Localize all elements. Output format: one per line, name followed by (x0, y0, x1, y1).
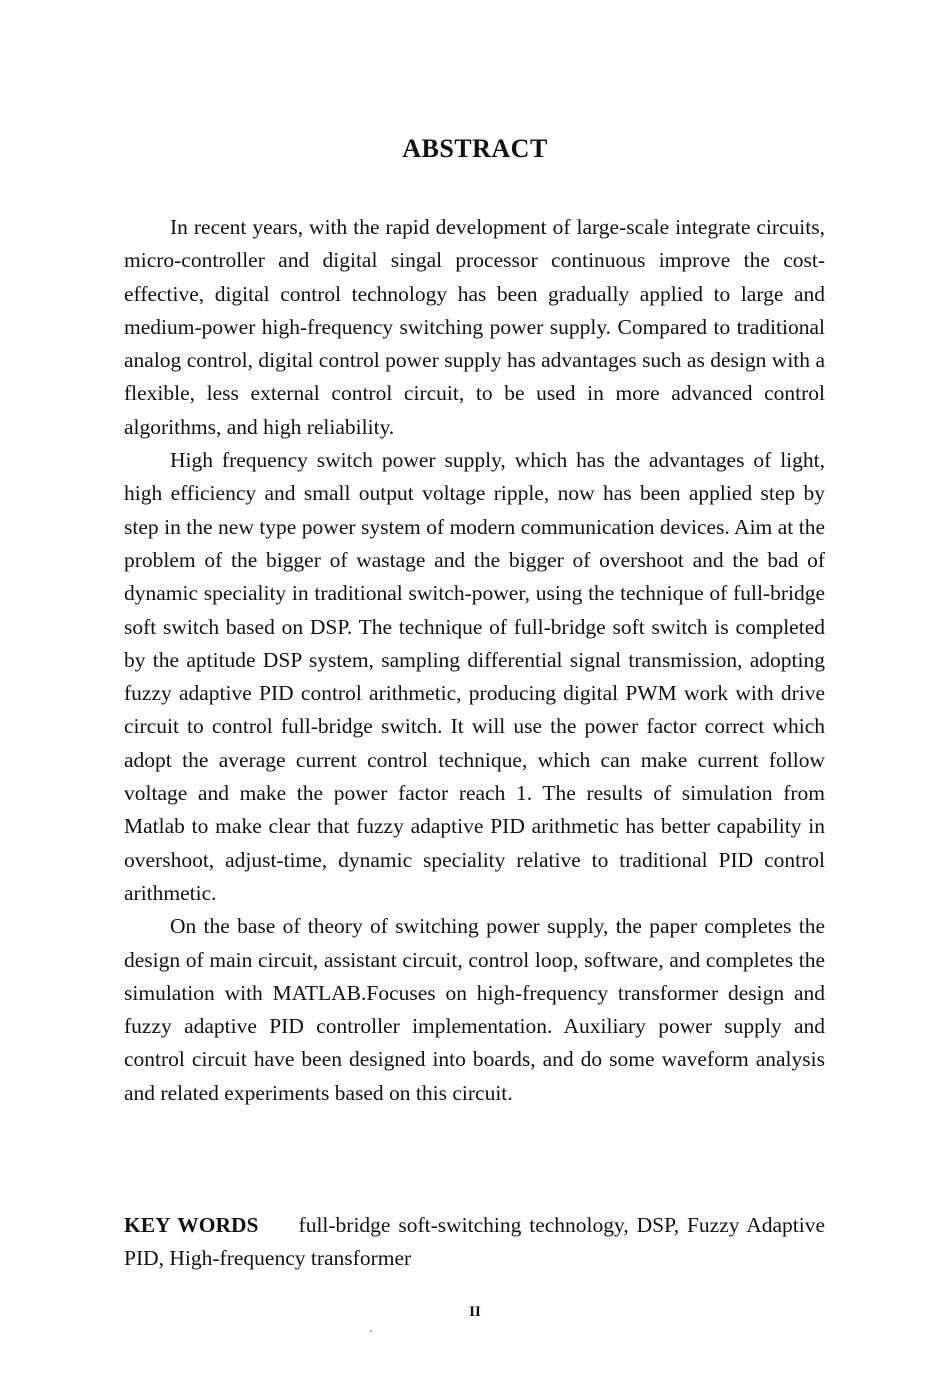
scan-speck (370, 1330, 372, 1332)
abstract-paragraph-1: In recent years, with the rapid development of large-scale integrate circuits, micro-controller and digital singal processor continuous improve the cost-effective, digital control technology has been gradually applied to large and medium-power high-frequency switching power supply. Compared to traditional analog control, digital control power supply has advantages such as design with a flexible, less external control circuit, to be used in more advanced control algorithms, and high reliability. (124, 215, 825, 439)
abstract-paragraph-3: On the base of theory of switching power supply, the paper completes the design of main circuit, assistant circuit, control loop, software, and completes the simulation with MATLAB.Focuses on high-frequency transformer design and fuzzy adaptive PID controller implementation. Auxiliary power supply and control circuit have been designed into boards, and do some waveform analysis and related experiments based on this circuit. (124, 914, 825, 1105)
keywords-line (124, 1209, 825, 1276)
abstract-title: ABSTRACT (402, 134, 548, 163)
abstract-paragraph-2: High frequency switch power supply, which has the advantages of light, high efficiency and small output voltage ripple, now has been applied step by step in the new type power system of modern communication devices. Aim at the problem of the bigger of wastage and the bigger of overshoot and the bad of dynamic speciality in traditional switch-power, using the technique of full-bridge soft switch based on DSP. The technique of full-bridge soft switch is completed by the aptitude DSP system, sampling differential signal transmission, adopting fuzzy adaptive PID control arithmetic, producing digital PWM work with drive circuit to control full-bridge switch. It will use the power factor correct which adopt the average current control technique, which can make current follow voltage and make the power factor reach 1. The results of simulation from Matlab to make clear that fuzzy adaptive PID arithmetic has better capability in overshoot, adjust-time, dynamic speciality relative to traditional PID control arithmetic. (124, 448, 825, 905)
abstract-body (124, 211, 825, 1110)
keywords-label: KEY WORDS (124, 1213, 259, 1237)
page-number: II (469, 1304, 481, 1320)
keywords-text: full-bridge soft-switching technology, DSP, Fuzzy Adaptive PID, High-frequency transformer (124, 1213, 825, 1271)
